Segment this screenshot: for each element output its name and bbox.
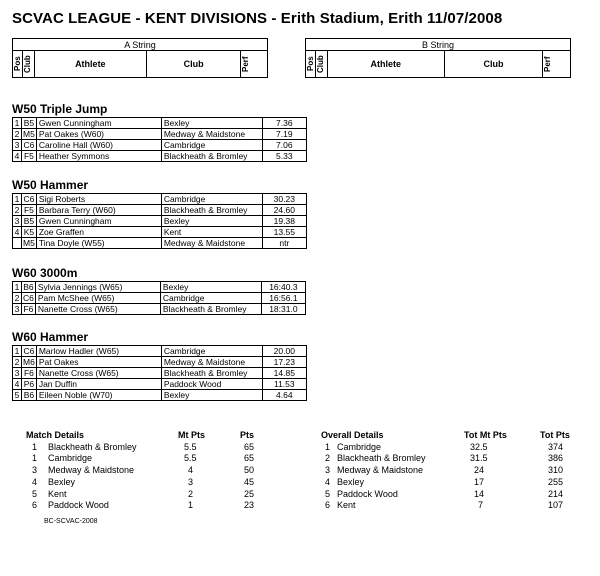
table-row — [13, 227, 307, 238]
club-code-cell: F5 — [22, 205, 37, 216]
club-code-cell: M5 — [23, 129, 35, 139]
athlete-cell: Sylvia Jennings (W65) — [35, 282, 160, 293]
perf-cell: 7.36 — [262, 118, 306, 129]
pts-cell: 23 — [244, 500, 255, 511]
pos-cell: 3 — [13, 216, 22, 227]
perf-cell: 7.19 — [262, 129, 306, 140]
club-cell: Medway & Maidstone — [48, 465, 135, 476]
table-row — [26, 442, 270, 454]
table-row — [26, 489, 270, 501]
club-cell: Blackheath & Bromley — [337, 453, 426, 464]
club-code-cell: P6 — [22, 379, 37, 390]
club-cell: Blackheath & Bromley — [161, 368, 262, 379]
pos-cell: 5 — [32, 488, 38, 499]
club-cell: Paddock Wood — [48, 500, 109, 511]
table-row — [13, 379, 307, 390]
club-cell: Medway & Maidstone — [161, 129, 262, 140]
tot-mt-pts-cell: 14 — [474, 488, 485, 499]
pos-column-header: Pos — [13, 56, 22, 72]
match-details — [26, 430, 270, 512]
club-cell: Paddock Wood — [337, 488, 398, 499]
club-code-column-header: Club — [23, 55, 32, 73]
pos-cell: 1 — [32, 453, 38, 464]
table-row — [26, 453, 270, 465]
table-row — [321, 477, 580, 489]
club-cell: Bexley — [161, 216, 262, 227]
table-row — [13, 390, 307, 401]
pos-cell: 2 — [13, 357, 22, 368]
club-cell: Cambridge — [337, 441, 382, 452]
mt-pts-cell: 5.5 — [184, 441, 197, 452]
club-column-header: Club — [146, 51, 241, 78]
club-cell: Cambridge — [48, 453, 93, 464]
pts-heading: Pts — [240, 430, 255, 440]
overall-details — [321, 430, 580, 512]
club-cell: Cambridge — [161, 140, 262, 151]
mt-pts-cell: 3 — [188, 476, 194, 487]
club-code-cell: B5 — [22, 216, 37, 227]
pts-cell: 65 — [244, 441, 255, 452]
tot-pts-cell: 386 — [548, 453, 564, 464]
perf-cell: 18:31.0 — [261, 304, 305, 315]
athlete-cell: Pat Oakes (W60) — [36, 129, 161, 140]
table-row — [13, 282, 306, 293]
club-cell: Cambridge — [161, 346, 262, 357]
athlete-cell: Tina Doyle (W55) — [36, 238, 161, 249]
pos-cell: 2 — [13, 293, 22, 304]
athlete-cell: Jan Duffin — [36, 379, 161, 390]
page-title: SCVAC LEAGUE - KENT DIVISIONS - Erith Stadium, Erith 11/07/2008 — [12, 10, 503, 27]
club-code-cell: F5 — [22, 151, 37, 162]
club-code-cell: B6 — [22, 390, 37, 401]
pts-cell: 45 — [244, 476, 255, 487]
club-code-cell: M6 — [23, 357, 35, 367]
club-cell: Bexley — [161, 390, 262, 401]
pts-cell: 50 — [244, 465, 255, 476]
club-code-cell: B5 — [22, 118, 37, 129]
athlete-cell: Sigi Roberts — [36, 194, 161, 205]
table-row — [13, 238, 307, 249]
athlete-cell: Pat Oakes — [36, 357, 161, 368]
club-code-cell: K5 — [22, 227, 37, 238]
event-results-table — [12, 117, 307, 162]
table-row — [13, 346, 307, 357]
perf-cell: 13.55 — [262, 227, 306, 238]
athlete-cell: Gwen Cunningham — [36, 118, 161, 129]
table-row — [13, 118, 307, 129]
club-cell: Kent — [161, 227, 262, 238]
tot-pts-cell: 310 — [548, 465, 564, 476]
mt-pts-cell: 1 — [188, 500, 194, 511]
athlete-cell: Nanette Cross (W65) — [36, 368, 161, 379]
club-cell: Bexley — [48, 476, 76, 487]
tot-pts-cell: 214 — [548, 488, 564, 499]
table-row — [321, 442, 580, 454]
pos-column-header: Pos — [306, 56, 315, 72]
pos-cell: 6 — [32, 500, 38, 511]
club-cell: Kent — [48, 488, 67, 499]
pos-cell — [13, 238, 22, 249]
pos-cell: 2 — [325, 453, 331, 464]
pos-cell: 4 — [13, 227, 22, 238]
pos-cell: 1 — [13, 346, 22, 357]
perf-cell: 7.06 — [262, 140, 306, 151]
perf-cell: 14.85 — [262, 368, 306, 379]
tot-pts-cell: 255 — [548, 476, 564, 487]
athlete-column-header: Athlete — [34, 51, 146, 78]
tot-mt-pts-cell: 32.5 — [470, 441, 488, 452]
pos-cell: 3 — [13, 368, 22, 379]
mt-pts-cell: 2 — [188, 488, 194, 499]
athlete-cell: Caroline Hall (W60) — [36, 140, 161, 151]
perf-cell: 30.23 — [262, 194, 306, 205]
club-cell: Kent — [337, 500, 356, 511]
pts-cell: 65 — [244, 453, 255, 464]
perf-cell: 16:40.3 — [261, 282, 305, 293]
tot-pts-heading: Tot Pts — [540, 430, 570, 440]
club-cell: Blackheath & Bromley — [48, 441, 137, 452]
pos-cell: 3 — [13, 304, 22, 315]
table-row — [13, 357, 307, 368]
perf-cell: 24.60 — [262, 205, 306, 216]
tot-mt-pts-cell: 17 — [474, 476, 485, 487]
overall-details-heading: Overall Details — [321, 430, 384, 440]
table-row — [26, 477, 270, 489]
club-code-cell: F6 — [23, 304, 34, 314]
mt-pts-cell: 4 — [188, 465, 194, 476]
pos-cell: 5 — [325, 488, 331, 499]
tot-mt-pts-cell: 24 — [474, 465, 485, 476]
athlete-cell: Barbara Terry (W60) — [36, 205, 161, 216]
pos-cell: 3 — [13, 140, 22, 151]
athlete-cell: Pam McShee (W65) — [35, 293, 160, 304]
pos-cell: 2 — [13, 205, 22, 216]
pos-cell: 4 — [13, 379, 22, 390]
athlete-cell: Heather Symmons — [36, 151, 161, 162]
club-cell: Medway & Maidstone — [337, 465, 424, 476]
event-title: W50 Triple Jump — [12, 102, 108, 116]
table-row — [321, 489, 580, 501]
pos-cell: 6 — [325, 500, 331, 511]
tot-mt-pts-cell: 7 — [478, 500, 484, 511]
club-cell: Cambridge — [161, 194, 262, 205]
athlete-cell: Zoe Graffen — [36, 227, 161, 238]
club-cell: Bexley — [161, 118, 262, 129]
tot-mt-pts-heading: Tot Mt Pts — [464, 430, 507, 440]
club-code-cell: M5 — [23, 238, 35, 248]
club-cell: Bexley — [160, 282, 261, 293]
perf-cell: ntr — [262, 238, 306, 249]
pts-cell: 25 — [244, 488, 255, 499]
athlete-cell: Gwen Cunningham — [36, 216, 161, 227]
pos-cell: 4 — [32, 476, 38, 487]
club-cell: Cambridge — [160, 293, 261, 304]
pos-cell: 4 — [325, 476, 331, 487]
b-string-header — [305, 38, 571, 78]
club-code-cell: F6 — [22, 368, 37, 379]
athlete-cell: Eileen Noble (W70) — [36, 390, 161, 401]
table-row — [13, 151, 307, 162]
club-cell: Blackheath & Bromley — [160, 304, 261, 315]
table-row — [13, 368, 307, 379]
perf-column-header: Perf — [241, 56, 251, 72]
perf-column-header: Perf — [543, 56, 553, 72]
mt-pts-heading: Mt Pts — [178, 430, 205, 440]
perf-cell: 5.33 — [262, 151, 306, 162]
event-title: W50 Hammer — [12, 178, 89, 192]
event-results-table — [12, 281, 306, 315]
table-row — [13, 140, 307, 151]
table-row — [13, 304, 306, 315]
document-code: BC-SCVAC-2008 — [44, 518, 98, 525]
club-cell: Paddock Wood — [161, 379, 262, 390]
tot-pts-cell: 374 — [548, 441, 564, 452]
club-cell: Blackheath & Bromley — [161, 151, 262, 162]
athlete-cell: Marlow Hadler (W65) — [36, 346, 161, 357]
club-cell: Blackheath & Bromley — [161, 205, 262, 216]
pos-cell: 1 — [13, 282, 22, 293]
table-row — [13, 216, 307, 227]
pos-cell: 2 — [13, 129, 22, 140]
table-row — [13, 293, 306, 304]
pos-cell: 1 — [325, 441, 331, 452]
event-title: W60 Hammer — [12, 330, 89, 344]
pos-cell: 5 — [13, 390, 22, 401]
perf-cell: 4.64 — [262, 390, 306, 401]
athlete-cell: Nanette Cross (W65) — [35, 304, 160, 315]
pos-cell: 1 — [13, 194, 22, 205]
club-cell: Medway & Maidstone — [161, 357, 262, 368]
pos-cell: 1 — [13, 118, 22, 129]
table-row — [26, 465, 270, 477]
perf-cell: 20.00 — [262, 346, 306, 357]
table-row — [13, 205, 307, 216]
match-details-heading: Match Details — [26, 430, 85, 440]
tot-pts-cell: 107 — [548, 500, 564, 511]
club-column-header: Club — [444, 51, 543, 78]
club-code-cell: C6 — [23, 346, 35, 356]
perf-cell: 19.38 — [262, 216, 306, 227]
club-cell: Bexley — [337, 476, 365, 487]
club-code-cell: C6 — [23, 140, 35, 150]
pos-cell: 3 — [32, 465, 38, 476]
a-string-label: A String — [13, 39, 268, 51]
event-title: W60 3000m — [12, 266, 78, 280]
event-results-table — [12, 345, 307, 401]
athlete-column-header: Athlete — [327, 51, 444, 78]
pos-cell: 1 — [32, 441, 38, 452]
table-row — [26, 500, 270, 512]
club-code-cell: B6 — [23, 282, 34, 292]
perf-cell: 17.23 — [262, 357, 306, 368]
b-string-label: B String — [306, 39, 571, 51]
perf-cell: 16:56.1 — [261, 293, 305, 304]
pos-cell: 3 — [325, 465, 331, 476]
perf-cell: 11.53 — [262, 379, 306, 390]
club-code-column-header: Club — [316, 55, 325, 73]
table-row — [13, 129, 307, 140]
table-row — [13, 194, 307, 205]
event-results-table — [12, 193, 307, 249]
table-row — [321, 465, 580, 477]
tot-mt-pts-cell: 31.5 — [470, 453, 488, 464]
club-code-cell: C6 — [23, 293, 34, 303]
table-row — [321, 453, 580, 465]
club-cell: Medway & Maidstone — [161, 238, 262, 249]
pos-cell: 4 — [13, 151, 22, 162]
mt-pts-cell: 5.5 — [184, 453, 197, 464]
a-string-header — [12, 38, 268, 78]
club-code-cell: C6 — [23, 194, 35, 204]
table-row — [321, 500, 580, 512]
